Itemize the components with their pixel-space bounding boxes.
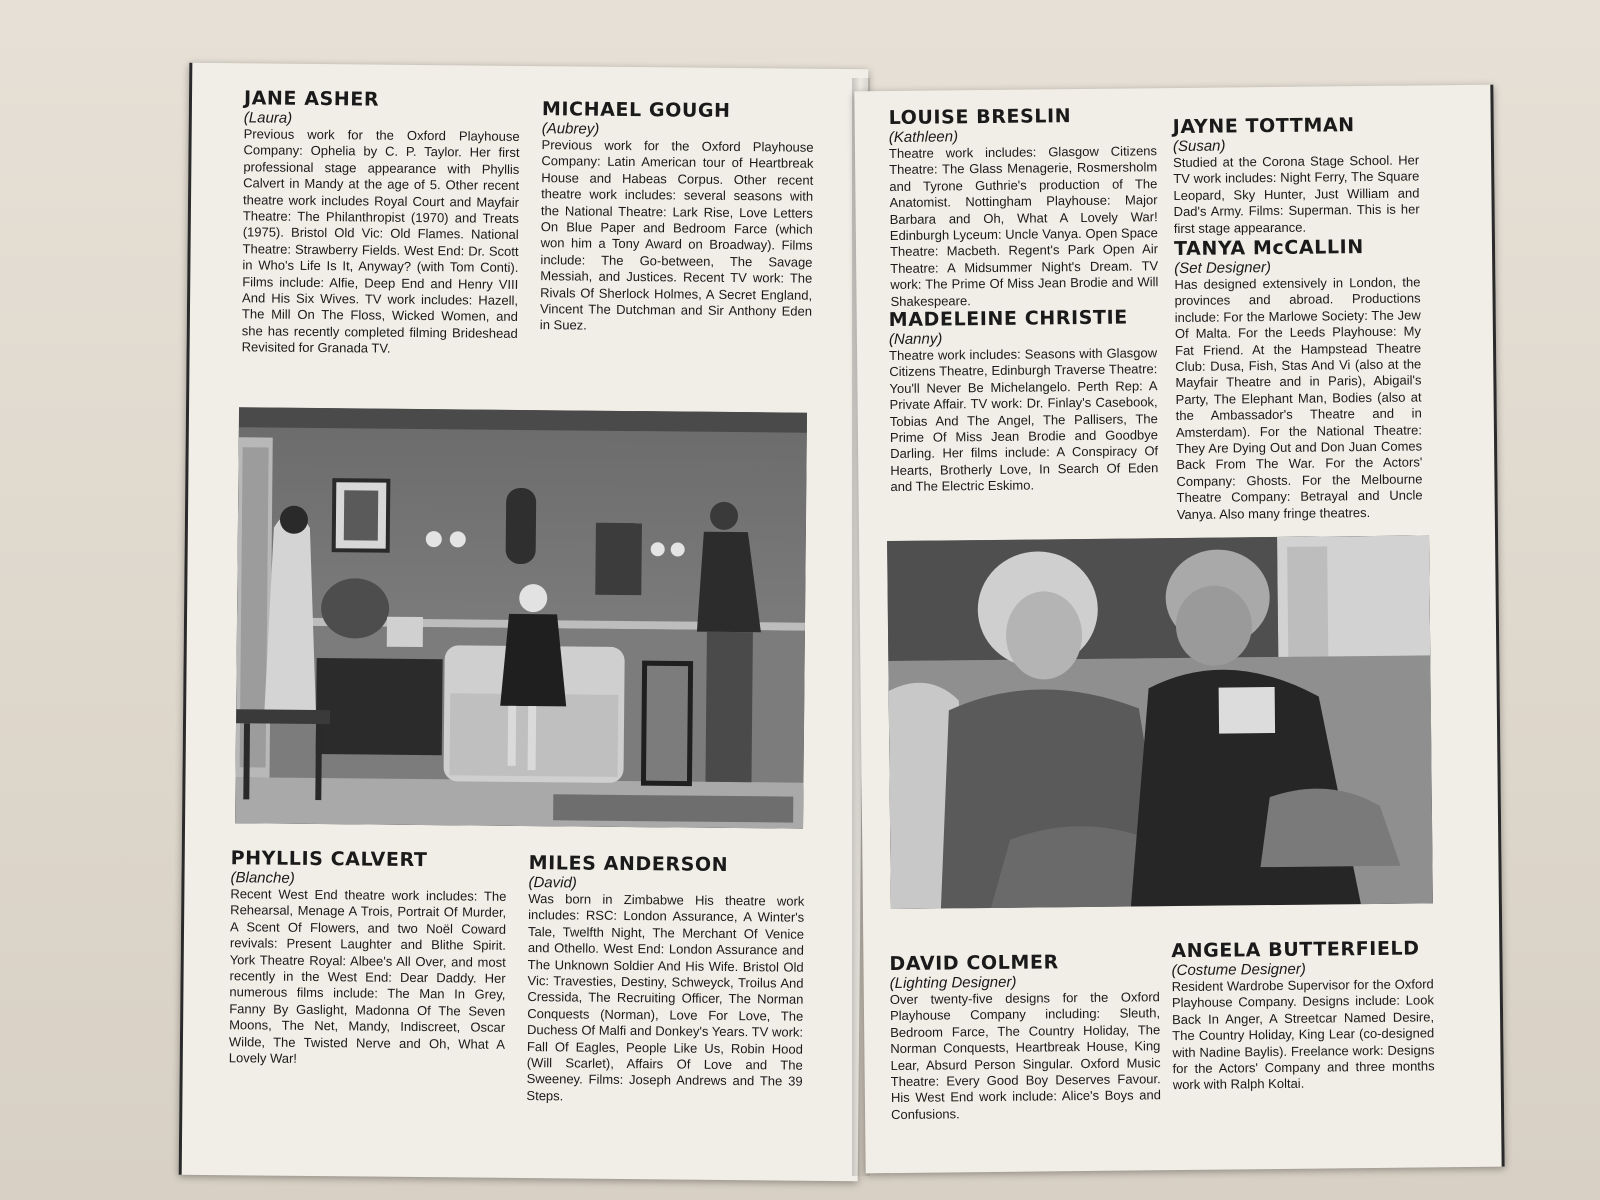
bio-jane-asher bbox=[242, 87, 521, 358]
bio-role: (Blanche) bbox=[230, 869, 295, 887]
bio-name: MICHAEL GOUGH bbox=[541, 98, 731, 122]
bio-text: Theatre work includes: Seasons with Glasgow Citizens Theatre, Edinburgh Traverse Theatre: You'll Never Be Michelangelo. Perth Rep: A Private Affair. TV work: Dr. Finlay's Casebook, Tobias And The Angel, The Pallisers, The Prime Of Miss Jean Brodie and Goodbye Darling. Her films include: A Conspiracy Of Hearts, Brotherly Love, In Search Of Eden and The Electric Eskimo. bbox=[889, 345, 1159, 495]
bio-text: Theatre work includes: Glasgow Citizens Theatre: The Glass Menagerie, Rosmersholm and Tyrone Guthrie's production of The Anatomist. Nottingham Playhouse: Major Barbara and Oh, What A Lovely War! Edinburgh Lyceum: Uncle Vanya. Open Space Theatre: Macbeth. Regent's Park Open Air Theatre: A Midsummer Night's Dream. TV work: The Prime Of Miss Jean Brodie and Will Shakespeare. bbox=[888, 143, 1159, 309]
bio-jayne-tottman bbox=[1173, 113, 1420, 237]
bio-role: (Kathleen) bbox=[888, 128, 959, 147]
bio-angela-butterfield bbox=[1171, 937, 1435, 1094]
bio-text: Over twenty-five designs for the Oxford Playhouse Company including: Sleuth, Bedroom Farce, The Country Holiday, The Norman Conquests, Heartbreak House, King Lear, Absurd Person Singular. Oxford Music Theatre: Every Good Boy Deserves Favour. His West End work include: Alice's Boys and Confusions. bbox=[889, 989, 1161, 1122]
bio-role: (Costume Designer) bbox=[1171, 960, 1306, 980]
bio-role: (Laura) bbox=[243, 109, 293, 127]
bio-role: (Aubrey) bbox=[541, 120, 600, 138]
bio-madeleine-christie bbox=[889, 306, 1159, 495]
bio-role: (Nanny) bbox=[888, 330, 943, 349]
bio-name: JAYNE TOTTMAN bbox=[1172, 114, 1355, 139]
bio-michael-gough bbox=[540, 98, 814, 336]
bio-name: TANYA McCALLIN bbox=[1173, 236, 1364, 261]
bio-role: (David) bbox=[528, 874, 577, 892]
bio-tanya-mccallin bbox=[1174, 235, 1423, 523]
bio-name: PHYLLIS CALVERT bbox=[230, 847, 428, 872]
right-page bbox=[854, 85, 1504, 1174]
bio-name: MILES ANDERSON bbox=[528, 852, 729, 876]
bio-role: (Lighting Designer) bbox=[889, 973, 1017, 993]
bio-miles-anderson bbox=[526, 852, 804, 1107]
bio-role: (Susan) bbox=[1172, 137, 1226, 156]
bio-text: Previous work for the Oxford Playhouse Company: Ophelia by C. P. Taylor. Her first professional stage appearance with Phyllis Calvert in Mandy at the age of 5. Other recent theatre work includes Royal Court and Mayfair Theatre: The Philanthropist (1970) and Treats (1975). Bristol Old Vic: Old Flames. National Theatre: Strawberry Fields. West End: Dr. Scott in Who's Life Is It, Anyway? (with Tom Conti). Films include: Alfie, Deep End and Henry VIII And His Six Wives. TV work includes: Hazell, The Mill On The Floss, Wicked Women, and she has recently completed filming Brideshead Revisited for Granada TV. bbox=[241, 126, 520, 356]
bio-david-colmer bbox=[889, 950, 1161, 1123]
bio-text: Has designed extensively in London, the provinces and abroad. Productions include: For the Marlowe Society: The Jew Of Malta. For the Leeds Playhouse: My Fat Friend. At the Hampstead Theatre Club: Dusa, Fish, Stas And Vi (also at the Mayfair Theatre and in Paris), Abigail's Party, The Elephant Man, Bodies (also at the Ambassador's Theatre and in Amsterdam). For the National Theatre: They Are Dying Out and Don Juan Comes Back From The War. For the Actors' Company: Ghosts. For the Melbourne Theatre Company: Betrayal and Uncle Vanya. Also many fringe theatres. bbox=[1174, 274, 1423, 522]
bio-name: DAVID COLMER bbox=[889, 951, 1059, 976]
bio-text: Resident Wardrobe Supervisor for the Oxford Playhouse Company. Designs include: Look Back In Anger, A Streetcar Named Desire, The Country Holiday, King Lear (co-designed with Nadine Baylis). Freelance work: Designs for the Actors' Company and three months work with Ralph Koltai. bbox=[1171, 976, 1435, 1093]
bio-name: JANE ASHER bbox=[243, 87, 380, 111]
bio-name: ANGELA BUTTERFIELD bbox=[1171, 937, 1420, 963]
left-page bbox=[179, 63, 869, 1181]
bio-louise-breslin bbox=[889, 104, 1159, 310]
bio-text: Studied at the Corona Stage School. Her TV work includes: Night Ferry, The Square Leopard, Sky Hunter, Just William and Dad's Army. Films: Superman. This is her first stage appearance. bbox=[1173, 152, 1420, 236]
bio-text: Was born in Zimbabwe His theatre work includes: RSC: London Assurance, A Winter's Tale, Twelfth Night, The Merchant Of Venice and Othello. West End: London Assurance and The Unknown Soldier And His Wife. Bristol Old Vic: Travesties, Destiny, Schweyck, Troilus And Cressida, The Recruiting Officer, The Norman Conquests (Norman), Love For Love, The Duchess Of Malfi and Donkey's Years. TV work: Fall Of Eagles, People Like Us, Robin Hood (Will Scarlet), Affairs Of Love and The Sweeney. Films: Joseph Andrews and The 39 Steps. bbox=[526, 891, 805, 1104]
rehearsal-close-up-photo bbox=[887, 535, 1433, 909]
bio-text: Previous work for the Oxford Playhouse Company: Latin American tour of Heartbreak House and Habeas Corpus. Other recent theatre work includes: several seasons with the National Theatre: Lark Rise, Love Letters On Blue Paper and Bedroom Farce (which won him a Tony Award on Broadway). Films include: The Go-between, The Savage Messiah, and Justices. Recent TV work: The Rivals Of Sherlock Holmes, A Secret England, Vincent The Dutchman and Sir Anthony Eden in Suez. bbox=[539, 137, 814, 334]
stage-production-photo bbox=[235, 407, 807, 828]
bio-text: Recent West End theatre work includes: The Rehearsal, Menage A Trois, Portrait Of Murder, A Scent Of Flowers, and two Noël Coward revivals: Present Laughter and Blithe Spirit. York Theatre Royal: Albee's All Over, and most recently in the West End: Dear Daddy. Her numerous films include: The Man In Grey, Fanny By Gaslight, Madonna Of The Seven Moons, The Net, Mandy, Indiscreet, Oscar Wilde, The Twisted Nerve and Oh, What A Lovely War! bbox=[228, 886, 507, 1066]
bio-phyllis-calvert bbox=[229, 847, 507, 1069]
bio-role: (Set Designer) bbox=[1174, 259, 1272, 278]
bio-name: LOUISE BRESLIN bbox=[888, 105, 1072, 130]
bio-name: MADELEINE CHRISTIE bbox=[888, 306, 1128, 332]
